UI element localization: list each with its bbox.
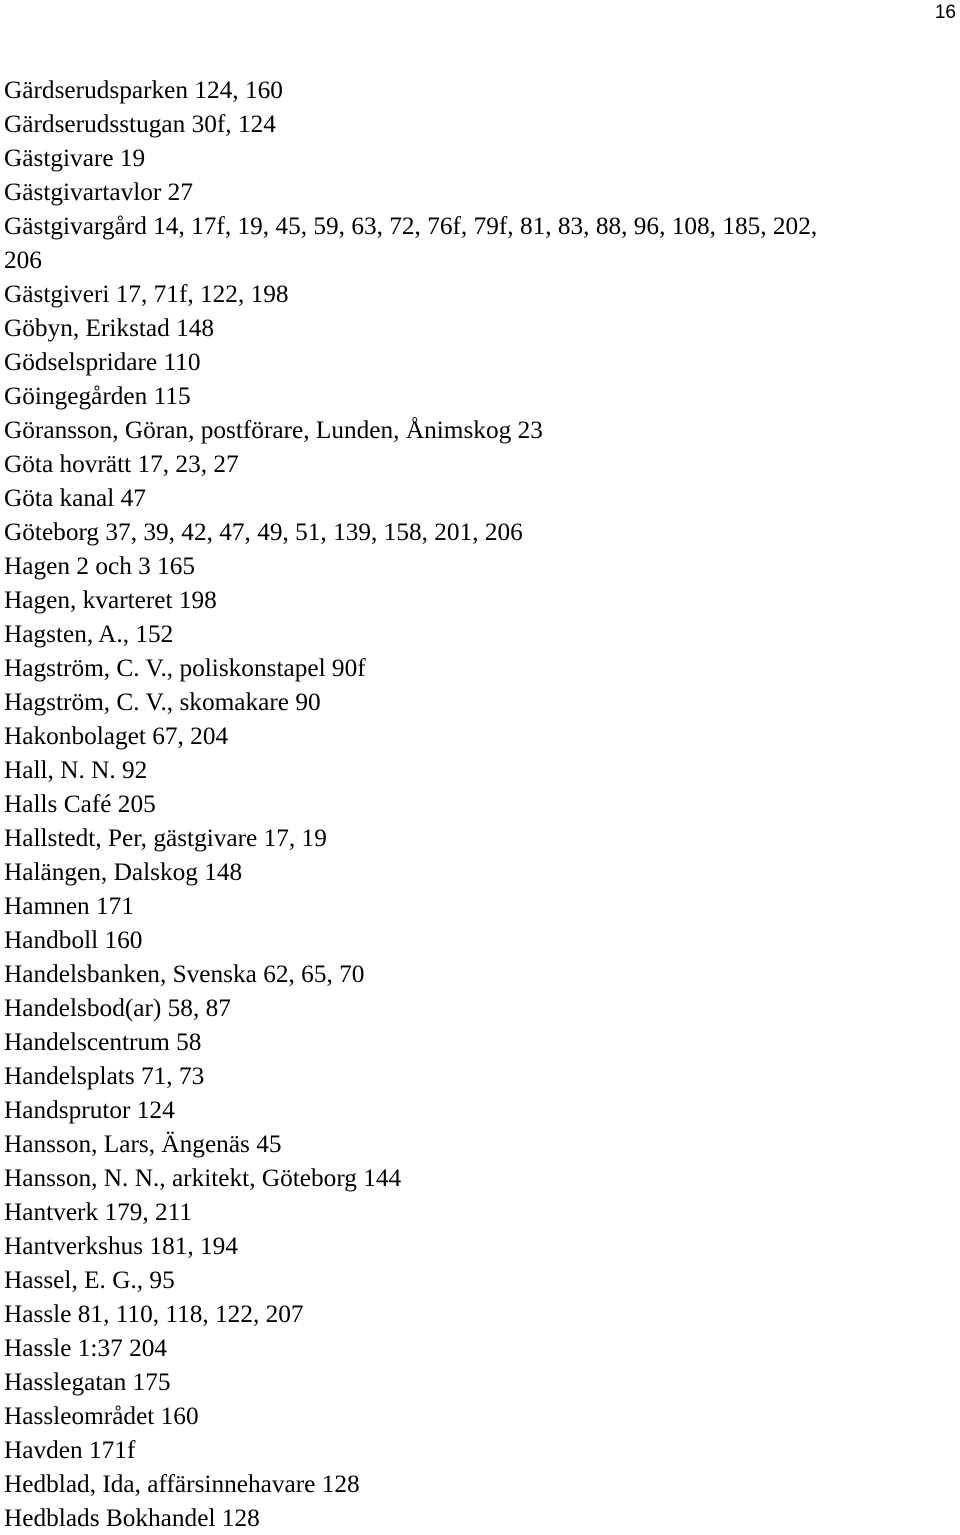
index-entry: Hansson, Lars, Ängenäs 45 (4, 1130, 282, 1158)
index-entry: Hantverk 179, 211 (4, 1198, 193, 1226)
index-entry: Hagström, C. V., skomakare 90 (4, 688, 321, 716)
index-entry: Hassle 81, 110, 118, 122, 207 (4, 1300, 304, 1328)
index-entry: Hagsten, A., 152 (4, 620, 174, 648)
index-entry: Halängen, Dalskog 148 (4, 858, 243, 886)
index-entry: Gärdserudsstugan 30f, 124 (4, 110, 276, 138)
index-entry: Göbyn, Erikstad 148 (4, 314, 215, 342)
index-entry: Hassel, E. G., 95 (4, 1266, 175, 1294)
index-entry: Gästgiveri 17, 71f, 122, 198 (4, 280, 289, 308)
index-entry: Handelscentrum 58 (4, 1028, 202, 1056)
index-entry: Gärdserudsparken 124, 160 (4, 76, 283, 104)
index-entry: Hassleområdet 160 (4, 1402, 199, 1430)
index-entry: Hassle 1:37 204 (4, 1334, 168, 1362)
index-entry: Göta kanal 47 (4, 484, 146, 512)
index-entry: Handboll 160 (4, 926, 143, 954)
index-entry: Hedblads Bokhandel 128 (4, 1504, 260, 1532)
index-entry: Halls Café 205 (4, 790, 156, 818)
index-entry: Gödselspridare 110 (4, 348, 201, 376)
index-entry: Hagen 2 och 3 165 (4, 552, 196, 580)
index-entry: Hallstedt, Per, gästgivare 17, 19 (4, 824, 327, 852)
index-entry: Hall, N. N. 92 (4, 756, 148, 784)
index-entry: Gästgivartavlor 27 (4, 178, 193, 206)
index-entry: Handsprutor 124 (4, 1096, 175, 1124)
index-entry: Hedblad, Ida, affärsinnehavare 128 (4, 1470, 360, 1498)
index-entry: 206 (4, 246, 42, 274)
index-entry: Göransson, Göran, postförare, Lunden, Ånimskog 23 (4, 416, 543, 444)
index-list (4, 73, 956, 1535)
index-entry: Handelsbanken, Svenska 62, 65, 70 (4, 960, 365, 988)
index-entry: Hantverkshus 181, 194 (4, 1232, 238, 1260)
index-entry: Hamnen 171 (4, 892, 134, 920)
index-entry: Hagström, C. V., poliskonstapel 90f (4, 654, 366, 682)
index-entry: Handelsplats 71, 73 (4, 1062, 205, 1090)
index-entry: Göingegården 115 (4, 382, 191, 410)
index-entry: Göteborg 37, 39, 42, 47, 49, 51, 139, 158, 201, 206 (4, 518, 523, 546)
index-entry: Hakonbolaget 67, 204 (4, 722, 229, 750)
index-entry: Hansson, N. N., arkitekt, Göteborg 144 (4, 1164, 402, 1192)
page-number: 16 (934, 2, 956, 23)
index-entry: Hasslegatan 175 (4, 1368, 171, 1396)
index-entry: Hagen, kvarteret 198 (4, 586, 217, 614)
index-entry: Havden 171f (4, 1436, 136, 1464)
index-entry: Handelsbod(ar) 58, 87 (4, 994, 231, 1022)
index-entry: Gästgivare 19 (4, 144, 146, 172)
index-entry: Göta hovrätt 17, 23, 27 (4, 450, 239, 478)
index-entry: Gästgivargård 14, 17f, 19, 45, 59, 63, 72, 76f, 79f, 81, 83, 88, 96, 108, 185, 202, (4, 212, 818, 240)
